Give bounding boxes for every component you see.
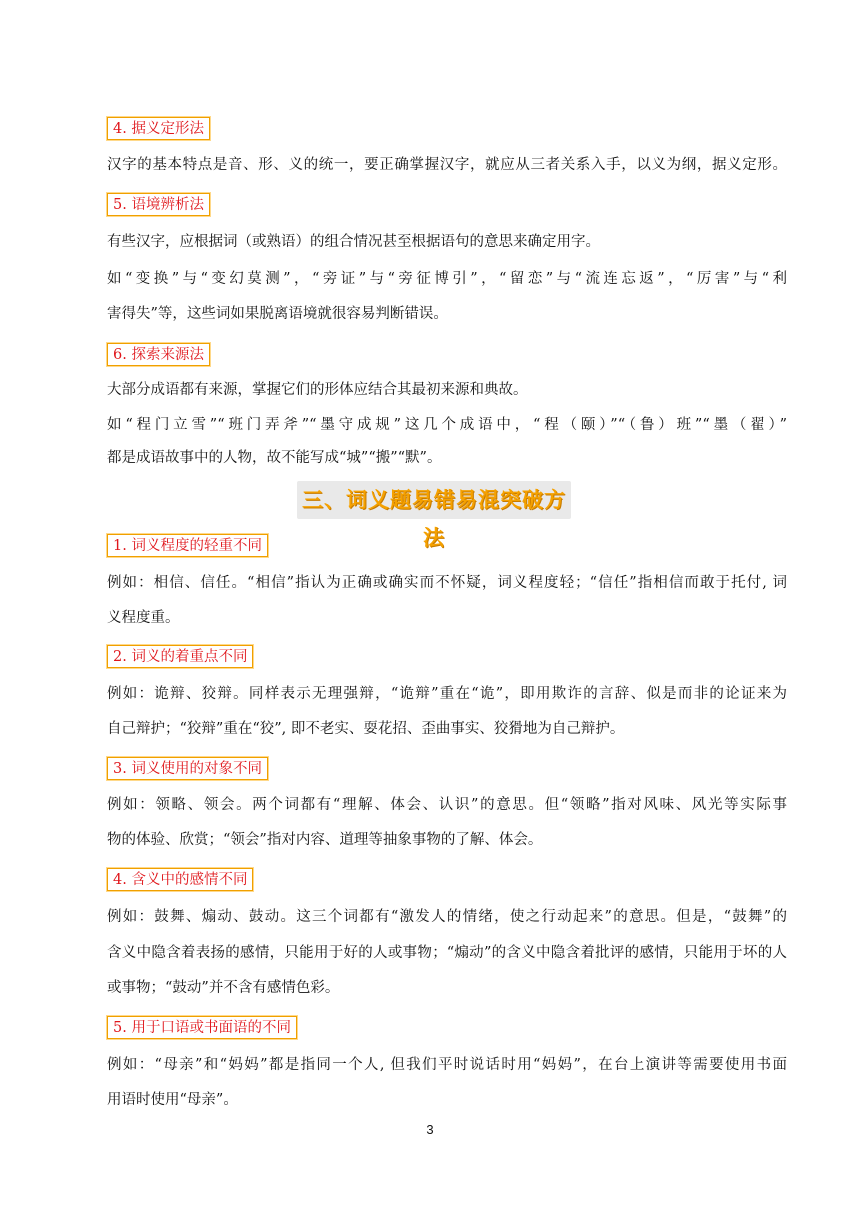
paragraph: 物的体验、欣赏；“领会”指对内容、道理等抽象事物的了解、体会。 (107, 832, 543, 848)
paragraph: 都是成语故事中的人物，故不能写成“城”“搬”“默”。 (107, 450, 442, 466)
paragraph: 如“变换”与“变幻莫测”，“旁证”与“旁征博引”，“留恋”与“流连忘返”，“厉害”与“利 (107, 271, 787, 287)
paragraph: 有些汉字，应根据词（或熟语）的组合情况甚至根据语句的意思来确定用字。 (107, 234, 600, 250)
heading-5-register: 5. 用于口语或书面语的不同 (107, 1016, 297, 1039)
paragraph: 汉字的基本特点是音、形、义的统一，要正确掌握汉字，就应从三者关系入手，以义为纲，据义定形。 (107, 157, 787, 173)
paragraph: 自己辩护；“狡辩”重在“狡”, 即不老实、耍花招、歪曲事实、狡猾地为自己辩护。 (107, 721, 625, 737)
section-title: 三、词义题易错易混突破方法 (297, 481, 571, 519)
paragraph: 例如：领略、领会。两个词都有“理解、体会、认识”的意思。但“领略”指对风味、风光等实际事 (107, 797, 787, 813)
paragraph: 或事物；“鼓动”并不含有感情色彩。 (107, 980, 340, 996)
heading-4-emotion: 4. 含义中的感情不同 (107, 868, 253, 891)
paragraph: 如“程门立雪”“班门弄斧”“墨守成规”这几个成语中，“程（颐）”“（鲁）班”“墨（翟）” (107, 417, 787, 433)
paragraph: 大部分成语都有来源，掌握它们的形体应结合其最初来源和典故。 (107, 382, 528, 398)
page-number: 3 (426, 1122, 434, 1137)
heading-3-object: 3. 词义使用的对象不同 (107, 757, 268, 780)
paragraph: 用语时使用“母亲”。 (107, 1092, 238, 1108)
heading-4-form-by-meaning: 4. 据义定形法 (107, 117, 210, 140)
paragraph: 例如：鼓舞、煽动、鼓动。这三个词都有“激发人的情绪，使之行动起来”的意思。但是，“鼓舞”的 (107, 909, 787, 925)
paragraph: 含义中隐含着表扬的感情，只能用于好的人或事物；“煽动”的含义中隐含着批评的感情，只能用于坏的人 (107, 945, 787, 961)
paragraph: 例如：相信、信任。“相信”指认为正确或确实而不怀疑，词义程度轻；“信任”指相信而敢于托付, 词 (107, 575, 787, 591)
paragraph: 例如：“母亲”和“妈妈”都是指同一个人, 但我们平时说话时用“妈妈”，在台上演讲等需要使用书面 (107, 1057, 787, 1073)
paragraph: 义程度重。 (107, 610, 180, 626)
heading-5-context-analysis: 5. 语境辨析法 (107, 193, 210, 216)
paragraph: 例如：诡辩、狡辩。同样表示无理强辩，“诡辩”重在“诡”，即用欺诈的言辞、似是而非的论证来为 (107, 686, 787, 702)
paragraph: 害得失”等，这些词如果脱离语境就很容易判断错误。 (107, 306, 448, 322)
heading-2-emphasis: 2. 词义的着重点不同 (107, 645, 253, 668)
heading-1-degree: 1. 词义程度的轻重不同 (107, 534, 268, 557)
heading-6-source-exploration: 6. 探索来源法 (107, 343, 210, 366)
